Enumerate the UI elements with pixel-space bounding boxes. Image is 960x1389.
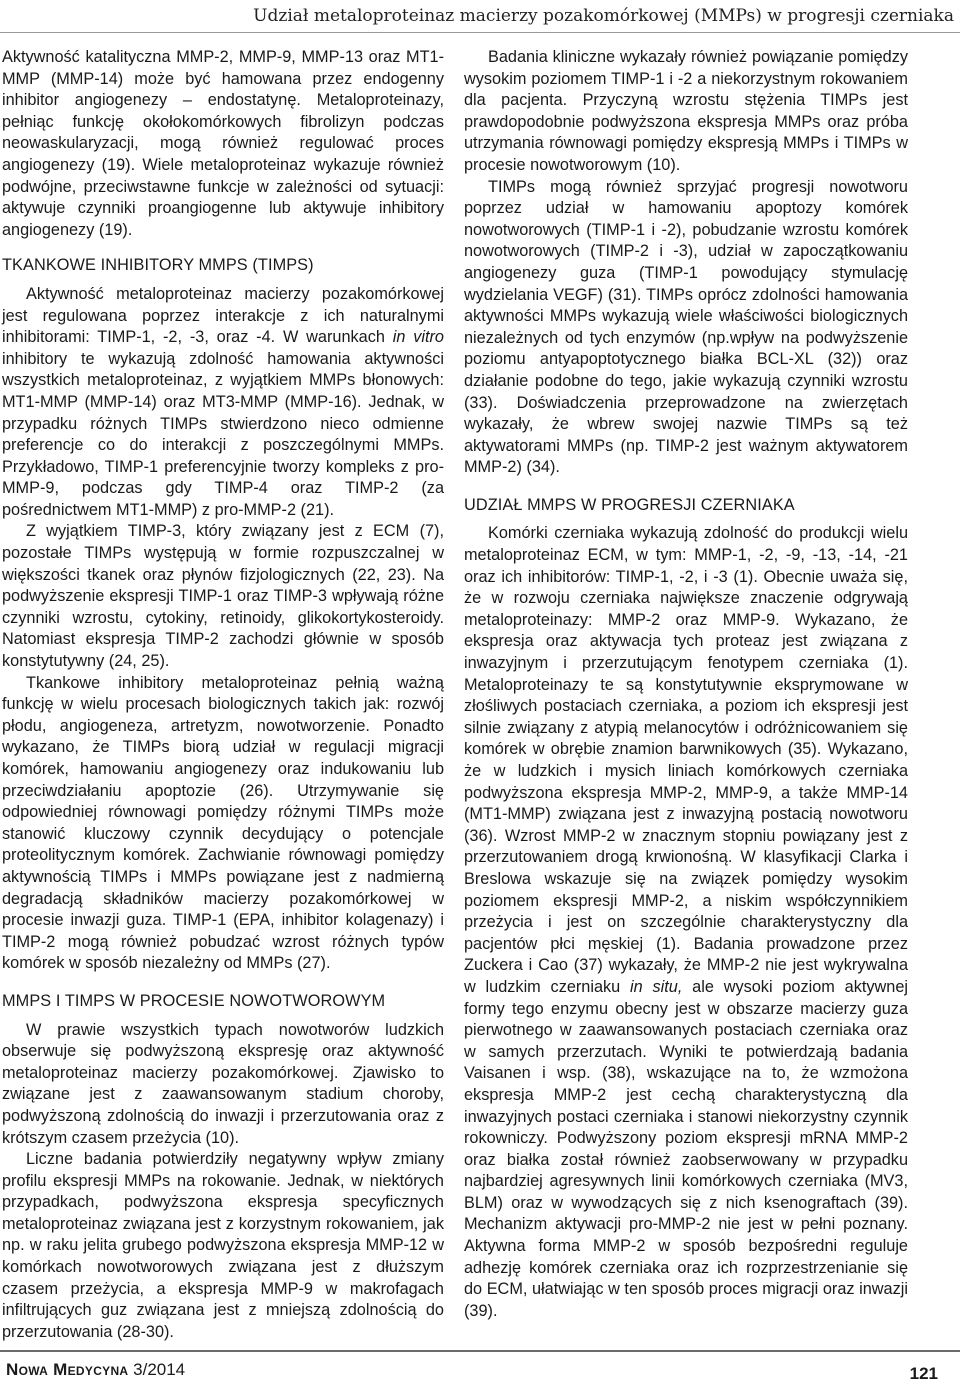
section-heading-melanoma: UDZIAŁ MMPS W PROGRESJI CZERNIAKA xyxy=(464,495,795,514)
left-paragraph-6: Liczne badania potwierdziły negatywny wpływ zmiany profilu ekspresji MMPs na rokowanie. Jednak, w niektórych przypadkach, podwyższona ekspresja specyficznych metaloproteinaz związana jest z korzystnym rokowaniem, jak np. w raku jelita grubego podwyższona ekspresja MMP-12 w komórkach nowotworowych związana jest z dłuższym czasem przeżycia, a ekspresja MMP-9 w makrofagach infiltrujących guz związana jest z mniejszą zdolnością do przerzutowania (28-30). xyxy=(2,1150,444,1341)
header-rule xyxy=(0,32,960,33)
right-column xyxy=(464,47,908,1322)
right-paragraph-3-emphasis: in situ, xyxy=(630,977,683,996)
journal-footer xyxy=(6,1360,185,1380)
section-heading-tumor: MMPS I TIMPS W PROCESIE NOWOTWOROWYM xyxy=(2,991,386,1010)
right-paragraph-2: TIMPs mogą również sprzyjać progresji nowotworu poprzez udział w hamowaniu apoptozy komórek nowotworowych (TIMP-1 i -2), pobudzanie wzrostu komórek nowotworowych (TIMP-2 i -3), udział w zapoczątkowaniu angiogenezy guza (TIMP-1 powodujący stymulację wydzielania VEGF) (31). TIMPs oprócz zdolności hamowania aktywności MMPs wykazują wiele właściwości biologicznych niezależnych od tych enzymów (np.wpływ na podwyższenie poziomu antyapoptotycznego białka BCL-XL (32)) oraz działanie podobne do tego, jakie wykazują czynniki wzrostu (33). Doświadczenia przeprowadzone na zwierzętach wykazały, że wbrew swojej nazwie TIMPs są też aktywatorami MMPs (np. TIMP-2 jest ważnym aktywatorem MMP-2) (34). xyxy=(464,177,908,477)
right-paragraph-3-text-a: Komórki czerniaka wykazują zdolność do produkcji wielu metaloproteinaz ECM, w tym: MMP-1, -2, -9, -13, -14, -21 oraz ich inhibitorów: TIMP-1, -2, i -3 (1). Obecnie uważa się, że w rozwoju czerniaka największe znaczenie odgrywają metaloproteinazy: MMP-2 oraz MMP-9. Wykazano, że ekspresja oraz aktywacja tych proteaz jest związana z inwazyjnym i przerzutującym fenotypem czerniaka (1). Metaloproteinazy te są konstytutywnie eksprymowane w złośliwych postaciach czerniaka, a poziom ich ekspresji jest silnie związany z atypią melanocytów i odróżnicowaniem się komórek w obrębie znamion barwnikowych (35). Wykazano, że w ludzkich i mysich liniach komórkowych czerniaka podwyższona ekspresja MMP-2, MMP-9, a także MMP-14 (MT1-MMP) związana jest z inwazyjną postacią nowotworu (36). Wzrost MMP-2 w znacznym stopniu powiązany jest z przerzutowaniem drogą krwionośną. W klasyfikacji Clarka i Breslowa wskazuje się na związek pomiędzy wysokim poziomem ekspresji MMP-2, a niskim współczynnikiem przeżycia i jest on szczególnie charakterystyczny dla pacjentów płci męskiej (1). Badania prowadzone przez Zuckera i Cao (37) wykazały, że MMP-2 nie jest wykrywalna w ludzkim czerniaku xyxy=(464,524,908,996)
left-paragraph-2 xyxy=(2,284,444,522)
left-column xyxy=(2,47,444,1343)
page-number: 121 xyxy=(909,1364,938,1383)
journal-name: Nowa Medycyna xyxy=(6,1360,129,1379)
left-paragraph-2-emphasis: in vitro xyxy=(392,328,444,347)
left-paragraph-5: W prawie wszystkich typach nowotworów ludzkich obserwuje się podwyższoną ekspresję oraz aktywność metaloproteinaz macierzy pozakomórkowej. Zjawisko to związane jest z zaawansowanym stadium choroby, podwyższoną zdolnością do inwazji i przerzutowania oraz z krótszym czasem przeżycia (10). xyxy=(2,1020,444,1147)
left-paragraph-3: Z wyjątkiem TIMP-3, który związany jest z ECM (7), pozostałe TIMPs występują w formie rozpuszczalnej w większości tkanek oraz płynów fizjologicznych (22, 23). Na podwyższenie ekspresji TIMP-1 oraz TIMP-3 wpływają różne czynniki wzrostu, cytokiny, retinoidy, glikokortykosteroidy. Natomiast ekspresja TIMP-2 zachodzi głównie w sposób konstytutywny (24, 25). xyxy=(2,522,444,671)
journal-issue: 3/2014 xyxy=(133,1360,186,1379)
right-paragraph-3-text-b: ale wysoki poziom aktywnej formy tego enzymu obecny jest w obszarze macierzy guza pierwotnego w zaawansowanych postaciach czerniaka oraz w samych przerzutach. Wyniki te potwierdzają badania Vaisanen i wsp. (38), wskazujące na to, że wzmożona ekspresja MMP-2 jest cechą charakterystyczną dla inwazyjnych postaci czerniaka i stanowi niekorzystny czynnik rokowniczy. Podwyższony poziom ekspresji mRNA MMP-2 oraz białka został również zaobserwowany w przypadku najbardziej agresywnych linii komórkowych czerniaka (MV3, BLM) oraz w wywodzących się z nich ksenograftach (39). Mechanizm aktywacji pro-MMP-2 nie jest w pełni poznany. Aktywna forma MMP-2 w sposób bezpośredni reguluje adhezję komórek czerniaka oraz ich rozprzestrzenianie się do ECM, ułatwiając w ten sposób proces migracji oraz inwazji (39). xyxy=(464,977,908,1320)
section-heading-timps: TKANKOWE INHIBITORY MMPS (TIMPS) xyxy=(2,256,314,275)
left-paragraph-2-text-b: inhibitory te wykazują zdolność hamowania aktywności wszystkich metaloproteinaz, z wyjątkiem MMPs błonowych: MT1-MMP (MMP-14) oraz MT3-MMP (MMP-16). Jednak, w przypadku różnych TIMPs stwierdzono nieco odmienne preferencje co do interakcji z poszczególnymi MMPs. Przykładowo, TIMP-1 preferencyjnie tworzy kompleks z pro-MMP-9, podczas gdy TIMP-4 oraz TIMP-2 (za pośrednictwem MT1-MMP) z pro-MMP-2 (21). xyxy=(2,349,444,519)
right-paragraph-1: Badania kliniczne wykazały również powiązanie pomiędzy wysokim poziomem TIMP-1 i -2 a niekorzystnym rokowaniem dla pacjenta. Przyczyną wzrostu stężenia TIMPs jest prawdopodobnie podwyższona ekspresja MMPs oraz próba utrzymania równowagi pomiędzy ekspresją MMPs i TIMPs w procesie nowotworowym (10). xyxy=(464,48,908,174)
left-paragraph-1: Aktywność katalityczna MMP-2, MMP-9, MMP-13 oraz MT1-MMP (MMP-14) może być hamowana przez endogenny inhibitor angiogenezy – endostatynę. Metaloproteinazy, pełniąc funkcję okołokomórkowych fibrolizyn podczas neowaskularyzacji, mogą również regulować proces angiogenezy (19). Wiele metaloproteinaz wykazuje również podwójne, przeciwstawne funkcje w zależności od sytuacji: aktywuje czynniki proangiogenne lub aktywuje inhibitory angiogenezy (19). xyxy=(2,48,444,239)
left-paragraph-2-text-a: Aktywność metaloproteinaz macierzy pozakomórkowej jest regulowana poprzez interakcje z ich naturalnymi inhibitorami: TIMP-1, -2, -3, oraz -4. W warunkach xyxy=(2,284,444,347)
running-head: Udział metaloproteinaz macierzy pozakomórkowej (MMPs) w progresji czerniaka xyxy=(253,6,954,26)
footer-rule xyxy=(0,1350,960,1352)
left-paragraph-4: Tkankowe inhibitory metaloproteinaz pełnią ważną funkcję w wielu procesach biologicznych takich jak: rozwój płodu, angiogeneza, artretyzm, nowotworzenie. Ponadto wykazano, że TIMPs biorą udział w regulacji migracji komórek, hamowaniu angiogenezy oraz indukowaniu lub przeciwdziałaniu apoptozie (26). Utrzymywanie się odpowiedniej równowagi pomiędzy różnymi TIMPs może stanowić kluczowy czynnik decydujący o potencjale proteolitycznym komórek. Zachwianie równowagi pomiędzy aktywnością TIMPs i MMPs powiązane jest z nadmierną degradacją składników macierzy pozakomórkowej w procesie inwazji guza. TIMP-1 (EPA, inhibitor kolagenazy) i TIMP-2 mogą również pobudzać wzrost różnych typów komórek w sposób niezależny od MMPs (27). xyxy=(2,673,444,973)
right-paragraph-3 xyxy=(464,523,908,1322)
